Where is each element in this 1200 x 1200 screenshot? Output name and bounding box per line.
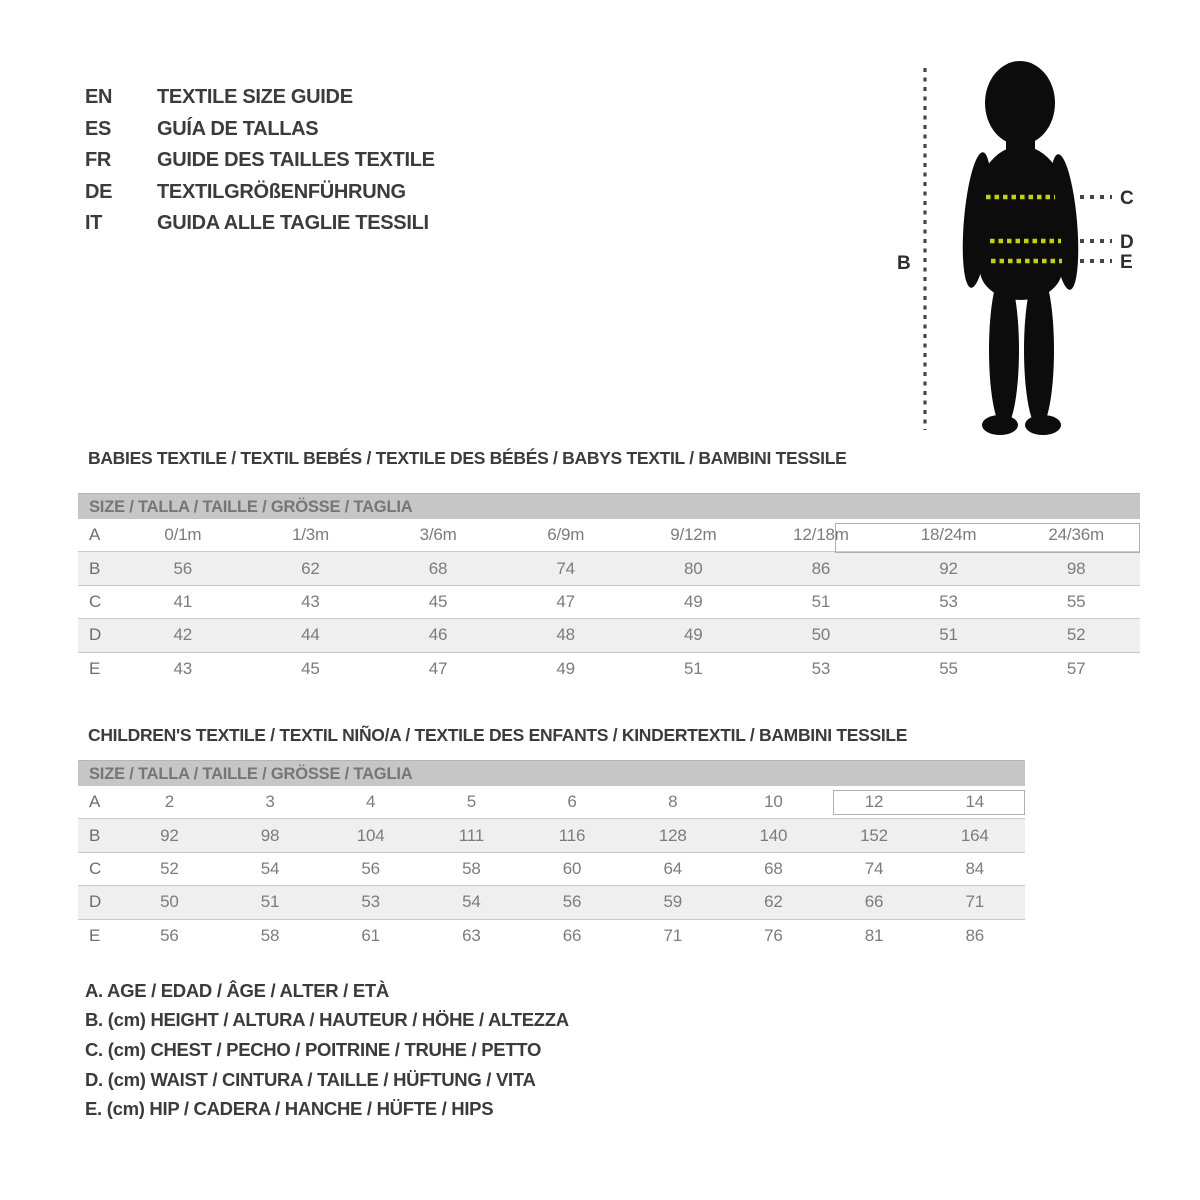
size-value-cell: 51 [684,659,703,679]
language-row [85,208,435,240]
size-value-cell: 52 [1066,625,1086,645]
child-silhouette-svg [880,42,1180,442]
size-value-cell: 57 [1066,659,1086,679]
size-value-cell: 44 [301,625,320,645]
size-value-cell: 51 [260,892,280,912]
legend-line: D. (cm) WAIST / CINTURA / TAILLE / HÜFTUNG / VITA [85,1068,536,1090]
size-value-cell: 18/24m [920,525,977,545]
size-value-cell: 53 [361,892,380,912]
size-value-cell: 80 [684,558,703,578]
size-value-cell: 128 [658,825,687,845]
size-value-cell: 71 [663,926,682,946]
size-value-cell: 49 [684,591,703,611]
size-value-cell: 52 [160,858,179,878]
size-value-cell: 14 [965,792,984,812]
table-row-E [78,920,1025,953]
legend-line: C. (cm) CHEST / PECHO / POITRINE / TRUHE / PETTO [85,1038,542,1060]
table-row-C [78,853,1025,886]
row-label: C [89,858,102,878]
size-value-cell: 98 [1066,558,1086,578]
size-value-cell: 54 [260,858,280,878]
table-row-D [78,886,1025,919]
size-value-cell: 9/12m [670,525,717,545]
size-value-cell: 104 [356,825,385,845]
row-label: A [89,525,101,545]
size-value-cell: 10 [764,792,783,812]
size-value-cell: 43 [173,659,193,679]
size-value-cell: 66 [562,926,582,946]
language-row [85,114,435,146]
row-label: E [89,659,101,679]
language-code: DE [85,180,113,203]
size-value-cell: 12/18m [793,525,849,545]
size-value-cell: 64 [663,858,682,878]
size-value-cell: 58 [462,858,481,878]
size-value-cell: 0/1m [164,525,202,545]
table-row-C [78,586,1140,619]
size-value-cell: 86 [811,558,831,578]
size-value-cell: 49 [556,659,575,679]
children-section-title: CHILDREN'S TEXTILE / TEXTIL NIÑO/A / TEXTILE DES ENFANTS / KINDERTEXTIL / BAMBINI TESSILE [88,725,908,745]
size-value-cell: 164 [960,825,989,845]
size-value-cell: 50 [811,625,831,645]
size-value-cell: 6 [567,792,577,812]
size-value-cell: 41 [173,591,193,611]
size-value-cell: 6/9m [547,525,585,545]
size-value-cell: 53 [811,659,831,679]
size-value-cell: 111 [458,825,484,845]
size-value-cell: 59 [663,892,682,912]
size-value-cell: 84 [965,858,984,878]
size-value-cell: 74 [556,558,575,578]
child-figure [880,42,1180,442]
size-value-cell: 62 [301,558,320,578]
size-value-cell: 55 [939,659,958,679]
size-value-cell: 3/6m [419,525,457,545]
size-value-cell: 3 [265,792,275,812]
table-row-B [78,552,1140,585]
size-value-cell: 152 [860,825,888,845]
size-value-cell: 49 [684,625,703,645]
size-value-cell: 48 [556,625,575,645]
babies-table-header: SIZE / TALLA / TAILLE / GRÖSSE / TAGLIA [78,493,1140,519]
child-silhouette [958,61,1083,435]
size-value-cell: 4 [366,792,376,812]
language-label: GUIDA ALLE TAGLIE TESSILI [157,212,429,235]
language-row [85,145,435,177]
table-row-B [78,819,1025,852]
size-value-cell: 140 [759,825,788,845]
size-value-cell: 56 [160,926,179,946]
size-value-cell: 66 [864,892,884,912]
legend-line: A. AGE / EDAD / ÂGE / ALTER / ETÀ [85,979,389,1001]
size-value-cell: 116 [558,825,586,845]
size-value-cell: 81 [864,926,884,946]
size-value-cell: 53 [939,591,958,611]
size-value-cell: 43 [301,591,320,611]
size-value-cell: 12 [864,792,884,812]
language-label: TEXTILE SIZE GUIDE [157,86,353,109]
chest-label: C [1120,188,1134,209]
hip-label: E [1120,252,1133,273]
size-value-cell: 47 [428,659,448,679]
size-value-cell: 24/36m [1048,525,1104,545]
row-label: B [89,558,101,578]
language-label: GUIDE DES TAILLES TEXTILE [157,149,435,172]
size-value-cell: 71 [965,892,984,912]
size-value-cell: 56 [173,558,193,578]
size-value-cell: 54 [462,892,481,912]
height-label: B [897,253,911,274]
row-label: D [89,625,102,645]
language-list [85,82,435,240]
size-value-cell: 51 [811,591,831,611]
size-value-cell: 58 [260,926,280,946]
row-label: D [89,892,102,912]
size-value-cell: 68 [428,558,448,578]
size-value-cell: 55 [1066,591,1086,611]
size-value-cell: 1/3m [291,525,329,545]
legend-line: B. (cm) HEIGHT / ALTURA / HAUTEUR / HÖHE / ALTEZZA [85,1009,569,1031]
size-value-cell: 92 [160,825,179,845]
babies-size-table [78,493,1140,686]
size-value-cell: 61 [361,926,380,946]
size-value-cell: 63 [462,926,481,946]
language-code: EN [85,86,113,109]
size-value-cell: 50 [160,892,179,912]
size-value-cell: 62 [764,892,783,912]
size-value-cell: 45 [428,591,448,611]
size-value-cell: 46 [428,625,448,645]
table-row-D [78,619,1140,652]
size-value-cell: 47 [556,591,575,611]
language-code: FR [85,149,112,172]
row-label: C [89,591,102,611]
language-code: IT [85,212,103,235]
children-highlight-box [833,790,1025,815]
size-value-cell: 68 [764,858,783,878]
children-size-table [78,760,1025,953]
size-value-cell: 8 [668,792,678,812]
language-code: ES [85,117,112,140]
size-value-cell: 86 [965,926,984,946]
size-value-cell: 5 [466,792,476,812]
table-row-E [78,653,1140,686]
legend-line: E. (cm) HIP / CADERA / HANCHE / HÜFTE / HIPS [85,1098,494,1120]
language-label: GUÍA DE TALLAS [157,117,319,140]
row-label: A [89,792,101,812]
size-value-cell: 56 [562,892,582,912]
size-value-cell: 51 [939,625,958,645]
row-label: E [89,926,101,946]
children-table-header: SIZE / TALLA / TAILLE / GRÖSSE / TAGLIA [78,760,1025,786]
size-value-cell: 42 [173,625,193,645]
waist-label: D [1120,232,1134,253]
babies-highlight-box [835,523,1140,553]
size-value-cell: 56 [361,858,380,878]
row-label: B [89,825,101,845]
size-value-cell: 2 [164,792,174,812]
size-value-cell: 74 [864,858,884,878]
size-value-cell: 76 [764,926,783,946]
measurement-legend [85,976,569,1124]
language-row [85,82,435,114]
language-row [85,177,435,209]
size-value-cell: 45 [301,659,320,679]
size-value-cell: 98 [260,825,280,845]
babies-section-title: BABIES TEXTILE / TEXTIL BEBÉS / TEXTILE DES BÉBÉS / BABYS TEXTIL / BAMBINI TESSILE [88,448,847,468]
size-value-cell: 60 [562,858,582,878]
language-label: TEXTILGRÖßENFÜHRUNG [157,180,406,203]
size-value-cell: 92 [939,558,958,578]
